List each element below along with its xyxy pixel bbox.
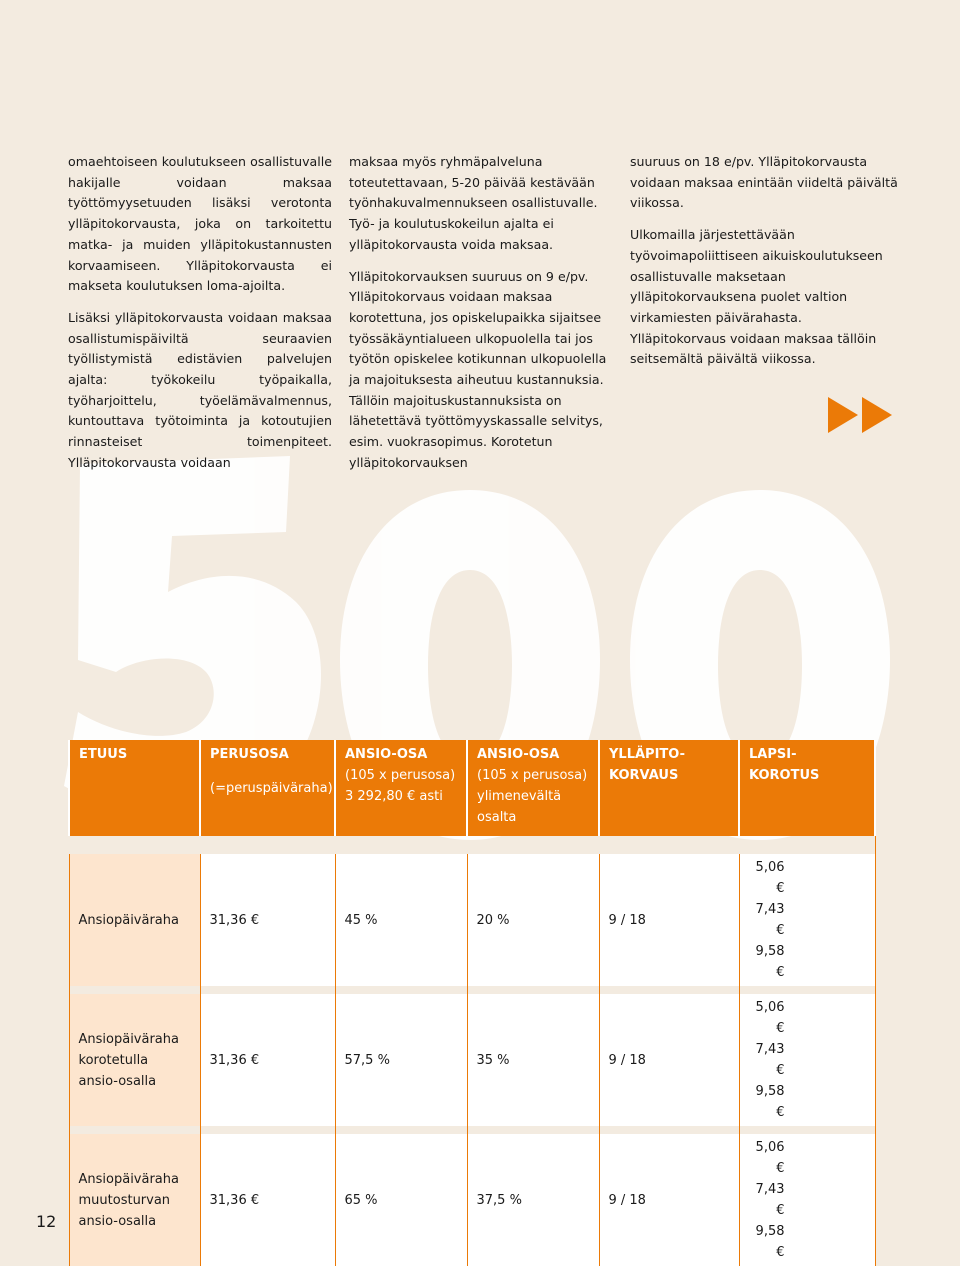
- cell-ansio-osa-1: 45 %: [335, 854, 467, 986]
- header-perusosa: PERUSOSA (=peruspäiväraha): [200, 740, 335, 836]
- double-play-arrow-icon[interactable]: [828, 397, 894, 433]
- cell-lapsikorotus: 5,06 € 7,43 € 9,58 €: [739, 1134, 875, 1266]
- benefits-table: [68, 740, 876, 1266]
- text-column-2: [349, 152, 615, 485]
- cell-lapsikorotus: 5,06 € 7,43 € 9,58 €: [739, 994, 875, 1126]
- cell-etuus: Ansiopäiväraha: [69, 854, 200, 986]
- cell-lapsikorotus: 5,06 € 7,43 € 9,58 €: [739, 854, 875, 986]
- cell-ansio-osa-1: 57,5 %: [335, 994, 467, 1126]
- cell-ansio-osa-2: 37,5 %: [467, 1134, 599, 1266]
- header-yllapitokorvaus: YLLÄPITO-KORVAUS: [599, 740, 739, 836]
- page-number: 12: [36, 1212, 57, 1231]
- header-ansio-osa-1: ANSIO-OSA (105 x perusosa) 3 292,80 € asti: [335, 740, 467, 836]
- cell-perusosa: 31,36 €: [200, 854, 335, 986]
- paragraph: Ulkomailla järjestettävään työvoimapoliittiseen aikuiskoulutukseen osallistuvalle maksetaan ylläpitokorvauksena puolet valtion virkamiesten päivärahasta. Ylläpitokorvaus voidaan maksaa tällöin seitsemältä päivältä viikossa.: [630, 227, 883, 367]
- cell-etuus: Ansiopäiväraha korotetulla ansio-osalla: [69, 994, 200, 1126]
- header-ansio-osa-2: ANSIO-OSA (105 x perusosa) ylimenevältä osalta: [467, 740, 599, 836]
- paragraph: suuruus on 18 e/pv. Ylläpitokorvausta voidaan maksaa enintään viideltä päivältä viikossa.: [630, 154, 898, 211]
- cell-yllapitokorvaus: 9 / 18: [599, 854, 739, 986]
- header-etuus: ETUUS: [69, 740, 200, 836]
- cell-yllapitokorvaus: 9 / 18: [599, 1134, 739, 1266]
- cell-perusosa: 31,36 €: [200, 1134, 335, 1266]
- paragraph: Ylläpitokorvauksen suuruus on 9 e/pv. Ylläpitokorvaus voidaan maksaa korotettuna, jos opiskelupaikka sijaitsee työssäkäyntialueen ulkopuolella tai jos työtön opiskelee kotikunnan ulkopuolella ja majoituksesta aiheutuu kustannuksia. Tällöin majoituskustannuksista on lähetettävä työttömyyskassalle selvitys, esim. vuokrasopimus. Korotetun ylläpitokorvauksen: [349, 268, 607, 470]
- paragraph: maksaa myös ryhmäpalveluna toteutettavaan, 5-20 päivää kestävään työnhakuvalmennukseen osallistuvalle. Työ- ja koulutuskokeilun ajalta ei ylläpitokorvausta voida maksaa.: [349, 154, 598, 252]
- paragraph: Lisäksi ylläpitokorvausta voidaan maksaa osallistumispäiviltä seuraavien työllistymistä edistävien palvelujen ajalta: työkokeilu työpaikalla, työharjoittelu, työelämävalmennus, kuntouttava työtoiminta ja kotoutujien rinnasteiset toimenpiteet. Ylläpitokorvausta voidaan: [68, 309, 332, 470]
- table-header-row: [69, 740, 875, 836]
- cell-ansio-osa-2: 20 %: [467, 854, 599, 986]
- header-lapsikorotus: LAPSI-KOROTUS: [739, 740, 875, 836]
- table-row: [69, 854, 875, 986]
- cell-ansio-osa-1: 65 %: [335, 1134, 467, 1266]
- cell-ansio-osa-2: 35 %: [467, 994, 599, 1126]
- text-column-3: [630, 152, 898, 381]
- cell-yllapitokorvaus: 9 / 18: [599, 994, 739, 1126]
- text-column-1: [68, 152, 332, 485]
- table-row: [69, 1134, 875, 1266]
- cell-etuus: Ansiopäiväraha muutosturvan ansio-osalla: [69, 1134, 200, 1266]
- table-row: [69, 994, 875, 1126]
- cell-perusosa: 31,36 €: [200, 994, 335, 1126]
- paragraph: omaehtoiseen koulutukseen osallistuvalle hakijalle voidaan maksaa työttömyysetuuden lisäksi verotonta ylläpitokorvausta, joka on tarkoitettu matka- ja muiden ylläpitokustannusten korvaamiseen. Ylläpitokorvausta ei makseta koulutuksen loma-ajoilta.: [68, 154, 332, 294]
